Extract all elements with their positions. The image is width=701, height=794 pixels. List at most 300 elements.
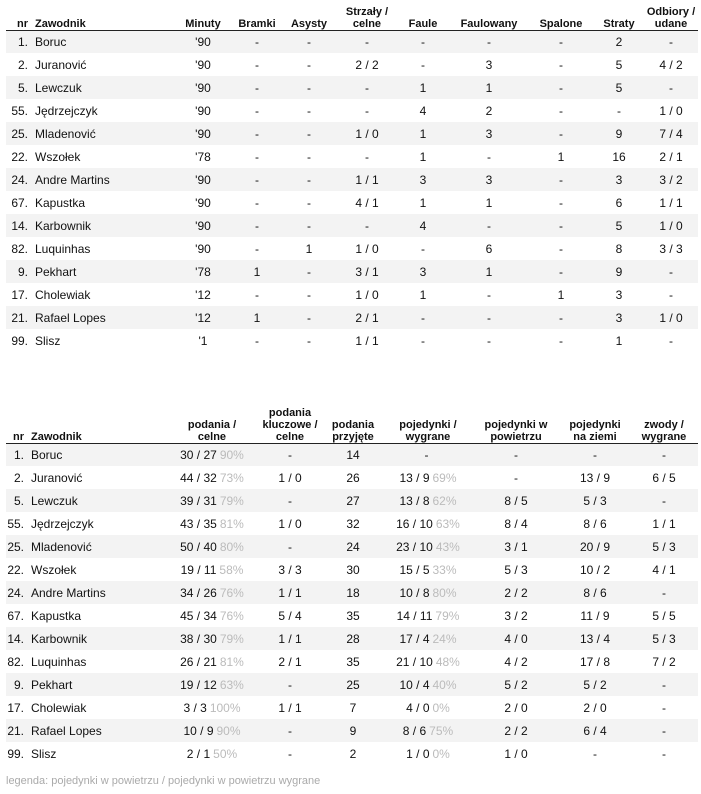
- player-number: 17.: [11, 287, 28, 302]
- table-row: [6, 122, 698, 145]
- header-shots: Strzały / celne: [345, 5, 389, 30]
- header-air-duels: pojedynki w powietrzu: [484, 418, 548, 443]
- stat-cell: 1 / 0: [659, 310, 683, 325]
- table-row: [6, 466, 698, 489]
- stat-cell: -: [307, 195, 311, 210]
- stat-cell: 3 / 2: [504, 608, 528, 623]
- table-header-row: [6, 3, 698, 30]
- stat-cell: -: [307, 57, 311, 72]
- stat-cell: 7 / 2: [652, 654, 676, 669]
- percentage-value: 50%: [213, 746, 238, 761]
- stat-cell: [166, 650, 258, 673]
- player-name: Boruc: [35, 34, 67, 49]
- stat-cell: -: [487, 287, 491, 302]
- stat-cell: -: [559, 103, 563, 118]
- stat-cell: -: [307, 80, 311, 95]
- duels-value: 23 / 10: [396, 539, 433, 554]
- stat-cell: [166, 535, 258, 558]
- stat-cell: -: [662, 677, 666, 692]
- stat-cell: 2 / 0: [504, 700, 528, 715]
- stat-cell: 9: [349, 723, 357, 738]
- player-number: 5.: [13, 493, 24, 508]
- stat-cell: [166, 512, 258, 535]
- stat-cell: -: [255, 241, 259, 256]
- player-name: Mladenović: [35, 126, 96, 141]
- stat-cell: -: [559, 80, 563, 95]
- stat-cell: 1: [419, 126, 427, 141]
- stat-cell: -: [559, 195, 563, 210]
- header-losses: Straty: [603, 17, 635, 30]
- stat-cell: 1: [419, 80, 427, 95]
- stat-cell: -: [365, 218, 369, 233]
- table-row: [6, 329, 698, 352]
- table-row: [6, 742, 698, 765]
- player-name: Pekhart: [35, 264, 77, 279]
- header-tackles: Odbiory / udane: [646, 5, 696, 30]
- stat-cell: [166, 627, 258, 650]
- stat-cell: -: [487, 218, 491, 233]
- player-number: 99.: [7, 746, 24, 761]
- stat-cell: [166, 696, 258, 719]
- player-number: 14.: [7, 631, 24, 646]
- table-row: [6, 99, 698, 122]
- player-number: 17.: [7, 700, 24, 715]
- stat-cell: [384, 558, 472, 581]
- stat-cell: 6: [615, 195, 623, 210]
- stat-cell: 3 / 1: [355, 264, 379, 279]
- passes-value: 44 / 32: [180, 470, 217, 485]
- passes-value: 26 / 21: [180, 654, 217, 669]
- stat-cell: 1: [253, 264, 261, 279]
- stat-cell: 4 / 1: [652, 562, 676, 577]
- stat-cell: 5: [615, 80, 623, 95]
- stat-cell: [166, 443, 258, 466]
- stat-cell: 13 / 4: [579, 631, 611, 646]
- stat-cell: -: [288, 539, 292, 554]
- stat-cell: -: [669, 287, 673, 302]
- stat-cell: 13 / 9: [579, 470, 611, 485]
- stat-cell: 6 / 5: [652, 470, 676, 485]
- percentage-value: 75%: [429, 723, 454, 738]
- stat-cell: '78: [195, 264, 211, 279]
- table-row: [6, 53, 698, 76]
- stat-cell: 2 / 1: [355, 310, 379, 325]
- stat-cell: '90: [195, 34, 211, 49]
- percentage-value: 90%: [219, 447, 244, 462]
- duels-value: 16 / 10: [396, 516, 433, 531]
- stat-cell: 7 / 4: [659, 126, 683, 141]
- table-row: [6, 237, 698, 260]
- stat-cell: 2: [485, 103, 493, 118]
- stat-cell: -: [662, 723, 666, 738]
- stat-cell: 1: [557, 287, 565, 302]
- duels-value: -: [424, 447, 429, 462]
- stat-cell: 5 / 2: [504, 677, 528, 692]
- percentage-value: 0%: [432, 746, 450, 761]
- stat-cell: -: [617, 103, 621, 118]
- stat-cell: -: [662, 746, 666, 761]
- percentage-value: 58%: [219, 562, 244, 577]
- table-row: [6, 283, 698, 306]
- stat-cell: 1 / 0: [278, 470, 302, 485]
- player-number: 9.: [13, 677, 24, 692]
- header-dribbles: zwody / wygrane: [641, 418, 687, 443]
- legend-note: legenda: pojedynki w powietrzu / pojedynki w powietrzu wygrane: [6, 775, 321, 787]
- stat-cell: [166, 581, 258, 604]
- stat-cell: 4: [419, 103, 427, 118]
- stat-cell: 2 / 1: [659, 149, 683, 164]
- stat-cell: 35: [346, 608, 360, 623]
- passes-value: 34 / 26: [180, 585, 217, 600]
- stat-cell: -: [662, 447, 666, 462]
- stat-cell: 1: [485, 195, 493, 210]
- stat-cell: -: [593, 746, 597, 761]
- stat-cell: 3: [485, 126, 493, 141]
- percentage-value: 79%: [219, 493, 244, 508]
- stat-cell: 25: [346, 677, 360, 692]
- stat-cell: 5 / 2: [583, 677, 607, 692]
- stat-cell: -: [669, 34, 673, 49]
- duels-value: 8 / 6: [402, 723, 427, 738]
- stat-cell: -: [307, 333, 311, 348]
- stat-cell: 24: [346, 539, 360, 554]
- stat-cell: [384, 466, 472, 489]
- player-number: 22.: [7, 562, 24, 577]
- stat-cell: 1 / 1: [278, 585, 302, 600]
- passes-value: 45 / 34: [180, 608, 217, 623]
- player-number: 2.: [13, 470, 24, 485]
- header-player: Zawodnik: [31, 430, 82, 443]
- percentage-value: 73%: [219, 470, 244, 485]
- header-received: podania przyjęte: [331, 418, 375, 443]
- stat-cell: '1: [198, 333, 208, 348]
- header-ground-duels: pojedynki na ziemi: [569, 418, 621, 443]
- header-player: Zawodnik: [35, 17, 86, 30]
- stat-cell: 2 / 0: [583, 700, 607, 715]
- stat-cell: '90: [195, 126, 211, 141]
- stat-cell: 2 / 2: [504, 723, 528, 738]
- stat-cell: [384, 535, 472, 558]
- stat-cell: -: [307, 287, 311, 302]
- stat-cell: 5: [615, 218, 623, 233]
- stat-cell: 10 / 2: [579, 562, 611, 577]
- stat-cell: 3: [615, 310, 623, 325]
- stat-cell: 9: [615, 126, 623, 141]
- table-row: [6, 650, 698, 673]
- stat-cell: [166, 604, 258, 627]
- percentage-value: 62%: [432, 493, 457, 508]
- stat-cell: 1: [305, 241, 313, 256]
- percentage-value: 79%: [435, 608, 460, 623]
- percentage-value: 76%: [219, 608, 244, 623]
- stat-cell: [384, 742, 472, 765]
- player-number: 67.: [7, 608, 24, 623]
- stat-cell: -: [307, 264, 311, 279]
- stat-cell: 1 / 1: [652, 516, 676, 531]
- header-duels: pojedynki / wygrane: [399, 418, 457, 443]
- stat-cell: 2 / 2: [355, 57, 379, 72]
- stat-cell: [384, 604, 472, 627]
- table-row: [6, 30, 698, 53]
- table-row: [6, 696, 698, 719]
- stat-cell: 5 / 3: [652, 539, 676, 554]
- table-row: [6, 443, 698, 466]
- stat-cell: 2: [615, 34, 623, 49]
- stat-cell: -: [514, 470, 518, 485]
- player-name: Juranović: [31, 470, 83, 485]
- stat-cell: 27: [346, 493, 360, 508]
- stat-cell: -: [487, 310, 491, 325]
- stat-cell: 2 / 2: [504, 585, 528, 600]
- table-row: [6, 535, 698, 558]
- passes-value: 38 / 30: [180, 631, 217, 646]
- stat-cell: [166, 673, 258, 696]
- stat-cell: -: [255, 195, 259, 210]
- stat-cell: [384, 489, 472, 512]
- stat-cell: -: [365, 149, 369, 164]
- stat-cell: 1: [419, 287, 427, 302]
- stat-cell: -: [593, 447, 597, 462]
- player-name: Slisz: [31, 746, 57, 761]
- player-number: 21.: [7, 723, 24, 738]
- stat-cell: -: [307, 34, 311, 49]
- passing-duels-table: [6, 401, 698, 765]
- stat-cell: 5 / 3: [583, 493, 607, 508]
- stat-cell: -: [288, 746, 292, 761]
- stat-cell: 1: [615, 333, 623, 348]
- stat-cell: -: [307, 172, 311, 187]
- stat-cell: 1 / 0: [504, 746, 528, 761]
- player-name: Lewczuk: [31, 493, 78, 508]
- stat-cell: -: [559, 57, 563, 72]
- stat-cell: [166, 466, 258, 489]
- stat-cell: 1 / 0: [355, 241, 379, 256]
- player-number: 25.: [7, 539, 24, 554]
- player-number: 24.: [7, 585, 24, 600]
- stat-cell: 5 / 5: [652, 608, 676, 623]
- stat-cell: 1 / 1: [355, 333, 379, 348]
- stat-cell: [166, 558, 258, 581]
- stat-cell: [166, 742, 258, 765]
- stat-cell: 8: [615, 241, 623, 256]
- player-name: Andre Martins: [31, 585, 106, 600]
- stat-cell: -: [255, 172, 259, 187]
- stat-cell: '90: [195, 218, 211, 233]
- player-name: Luquinhas: [31, 654, 87, 669]
- stat-cell: '90: [195, 195, 211, 210]
- player-name: Kapustka: [31, 608, 82, 623]
- stat-cell: 8 / 6: [583, 585, 607, 600]
- stat-cell: '78: [195, 149, 211, 164]
- stat-cell: -: [288, 493, 292, 508]
- stat-cell: -: [255, 287, 259, 302]
- stat-cell: -: [307, 218, 311, 233]
- stat-cell: 6: [485, 241, 493, 256]
- duels-value: 13 / 9: [399, 470, 430, 485]
- player-number: 21.: [11, 310, 28, 325]
- stat-cell: -: [365, 103, 369, 118]
- stat-cell: [384, 673, 472, 696]
- stat-cell: [384, 719, 472, 742]
- stat-cell: 5 / 4: [278, 608, 302, 623]
- stat-cell: 3 / 3: [278, 562, 302, 577]
- percentage-value: 43%: [435, 539, 460, 554]
- stat-cell: 3: [615, 287, 623, 302]
- percentage-value: 80%: [432, 585, 457, 600]
- table-row: [6, 558, 698, 581]
- player-number: 22.: [11, 149, 28, 164]
- stat-cell: 28: [346, 631, 360, 646]
- stat-cell: 1 / 0: [355, 126, 379, 141]
- percentage-value: 63%: [219, 677, 244, 692]
- stat-cell: '90: [195, 241, 211, 256]
- player-number: 99.: [11, 333, 28, 348]
- header-assists: Asysty: [290, 17, 328, 30]
- player-name: Kapustka: [35, 195, 86, 210]
- stat-cell: 17 / 8: [579, 654, 611, 669]
- player-name: Karbownik: [31, 631, 88, 646]
- table-row: [6, 260, 698, 283]
- player-name: Wszołek: [31, 562, 77, 577]
- stat-cell: -: [255, 57, 259, 72]
- table-row: [6, 719, 698, 742]
- passes-value: 39 / 31: [180, 493, 217, 508]
- player-number: 55.: [11, 103, 28, 118]
- stat-cell: 2 / 1: [278, 654, 302, 669]
- stat-cell: -: [559, 241, 563, 256]
- duels-value: 17 / 4: [399, 631, 430, 646]
- table-row: [6, 145, 698, 168]
- stat-cell: 2: [349, 746, 357, 761]
- stat-cell: 4 / 2: [659, 57, 683, 72]
- stat-cell: 5 / 3: [652, 631, 676, 646]
- stat-cell: -: [487, 149, 491, 164]
- stat-cell: -: [307, 149, 311, 164]
- stat-cell: 4 / 1: [355, 195, 379, 210]
- stat-cell: -: [255, 34, 259, 49]
- stat-cell: [384, 696, 472, 719]
- stat-cell: [384, 443, 472, 466]
- percentage-value: 80%: [219, 539, 244, 554]
- stat-cell: -: [255, 126, 259, 141]
- stat-cell: 1 / 0: [659, 218, 683, 233]
- duels-value: 10 / 8: [399, 585, 430, 600]
- stat-cell: 1: [419, 195, 427, 210]
- stat-cell: -: [421, 57, 425, 72]
- stat-cell: -: [662, 585, 666, 600]
- header-goals: Bramki: [238, 17, 276, 30]
- player-name: Wszołek: [35, 149, 81, 164]
- player-name: Boruc: [31, 447, 63, 462]
- stat-cell: 1: [557, 149, 565, 164]
- stat-cell: -: [255, 80, 259, 95]
- stat-cell: [384, 512, 472, 535]
- percentage-value: 90%: [216, 723, 241, 738]
- passes-value: 19 / 12: [180, 677, 217, 692]
- player-number: 55.: [7, 516, 24, 531]
- stat-cell: [384, 650, 472, 673]
- stat-cell: 3: [485, 57, 493, 72]
- stat-cell: 3: [485, 172, 493, 187]
- stat-cell: '90: [195, 103, 211, 118]
- passes-value: 43 / 35: [180, 516, 217, 531]
- percentage-value: 81%: [219, 654, 244, 669]
- table-row: [6, 168, 698, 191]
- stat-cell: -: [421, 310, 425, 325]
- percentage-value: 79%: [219, 631, 244, 646]
- stat-cell: -: [662, 700, 666, 715]
- stat-cell: -: [559, 172, 563, 187]
- table-row: [6, 604, 698, 627]
- stat-cell: 30: [346, 562, 360, 577]
- stat-cell: -: [487, 34, 491, 49]
- stat-cell: 1 / 0: [355, 287, 379, 302]
- stat-cell: 3 / 2: [659, 172, 683, 187]
- stat-cell: 1: [485, 264, 493, 279]
- stat-cell: 4 / 2: [504, 654, 528, 669]
- stat-cell: -: [288, 447, 292, 462]
- player-name: Cholewiak: [35, 287, 91, 302]
- table-row: [6, 191, 698, 214]
- stat-cell: [166, 489, 258, 512]
- stat-cell: -: [307, 310, 311, 325]
- player-name: Mladenović: [31, 539, 92, 554]
- stat-cell: 14: [346, 447, 360, 462]
- duels-value: 15 / 5: [399, 562, 430, 577]
- duels-value: 10 / 4: [399, 677, 430, 692]
- stat-cell: 35: [346, 654, 360, 669]
- player-name: Pekhart: [31, 677, 73, 692]
- stat-cell: 6 / 4: [583, 723, 607, 738]
- table-row: [6, 76, 698, 99]
- stat-cell: 1 / 0: [278, 516, 302, 531]
- stat-cell: 20 / 9: [579, 539, 611, 554]
- stat-cell: 3 / 3: [659, 241, 683, 256]
- stat-cell: '90: [195, 172, 211, 187]
- header-fouled: Faulowany: [460, 17, 518, 30]
- stat-cell: -: [365, 34, 369, 49]
- stat-cell: -: [514, 447, 518, 462]
- player-number: 82.: [7, 654, 24, 669]
- player-number: 14.: [11, 218, 28, 233]
- percentage-value: 48%: [435, 654, 460, 669]
- stat-cell: 3: [419, 264, 427, 279]
- table-row: [6, 673, 698, 696]
- stat-cell: 1 / 0: [659, 103, 683, 118]
- stat-cell: 8 / 5: [504, 493, 528, 508]
- stat-cell: 3: [419, 172, 427, 187]
- player-name: Jędrzejczyk: [35, 103, 98, 118]
- player-name: Karbownik: [35, 218, 92, 233]
- player-number: 82.: [11, 241, 28, 256]
- stat-cell: -: [421, 34, 425, 49]
- header-fouls: Faule: [408, 17, 438, 30]
- stat-cell: 32: [346, 516, 360, 531]
- match-stats-table: [6, 3, 698, 352]
- percentage-value: 76%: [219, 585, 244, 600]
- player-name: Andre Martins: [35, 172, 110, 187]
- player-number: 24.: [11, 172, 28, 187]
- player-name: Lewczuk: [35, 80, 82, 95]
- player-name: Cholewiak: [31, 700, 87, 715]
- stat-cell: 1 / 1: [355, 172, 379, 187]
- table-row: [6, 306, 698, 329]
- stat-cell: 1: [253, 310, 261, 325]
- stat-cell: '12: [195, 310, 211, 325]
- player-number: 1.: [17, 34, 28, 49]
- stat-cell: '90: [195, 57, 211, 72]
- percentage-value: 100%: [209, 700, 241, 715]
